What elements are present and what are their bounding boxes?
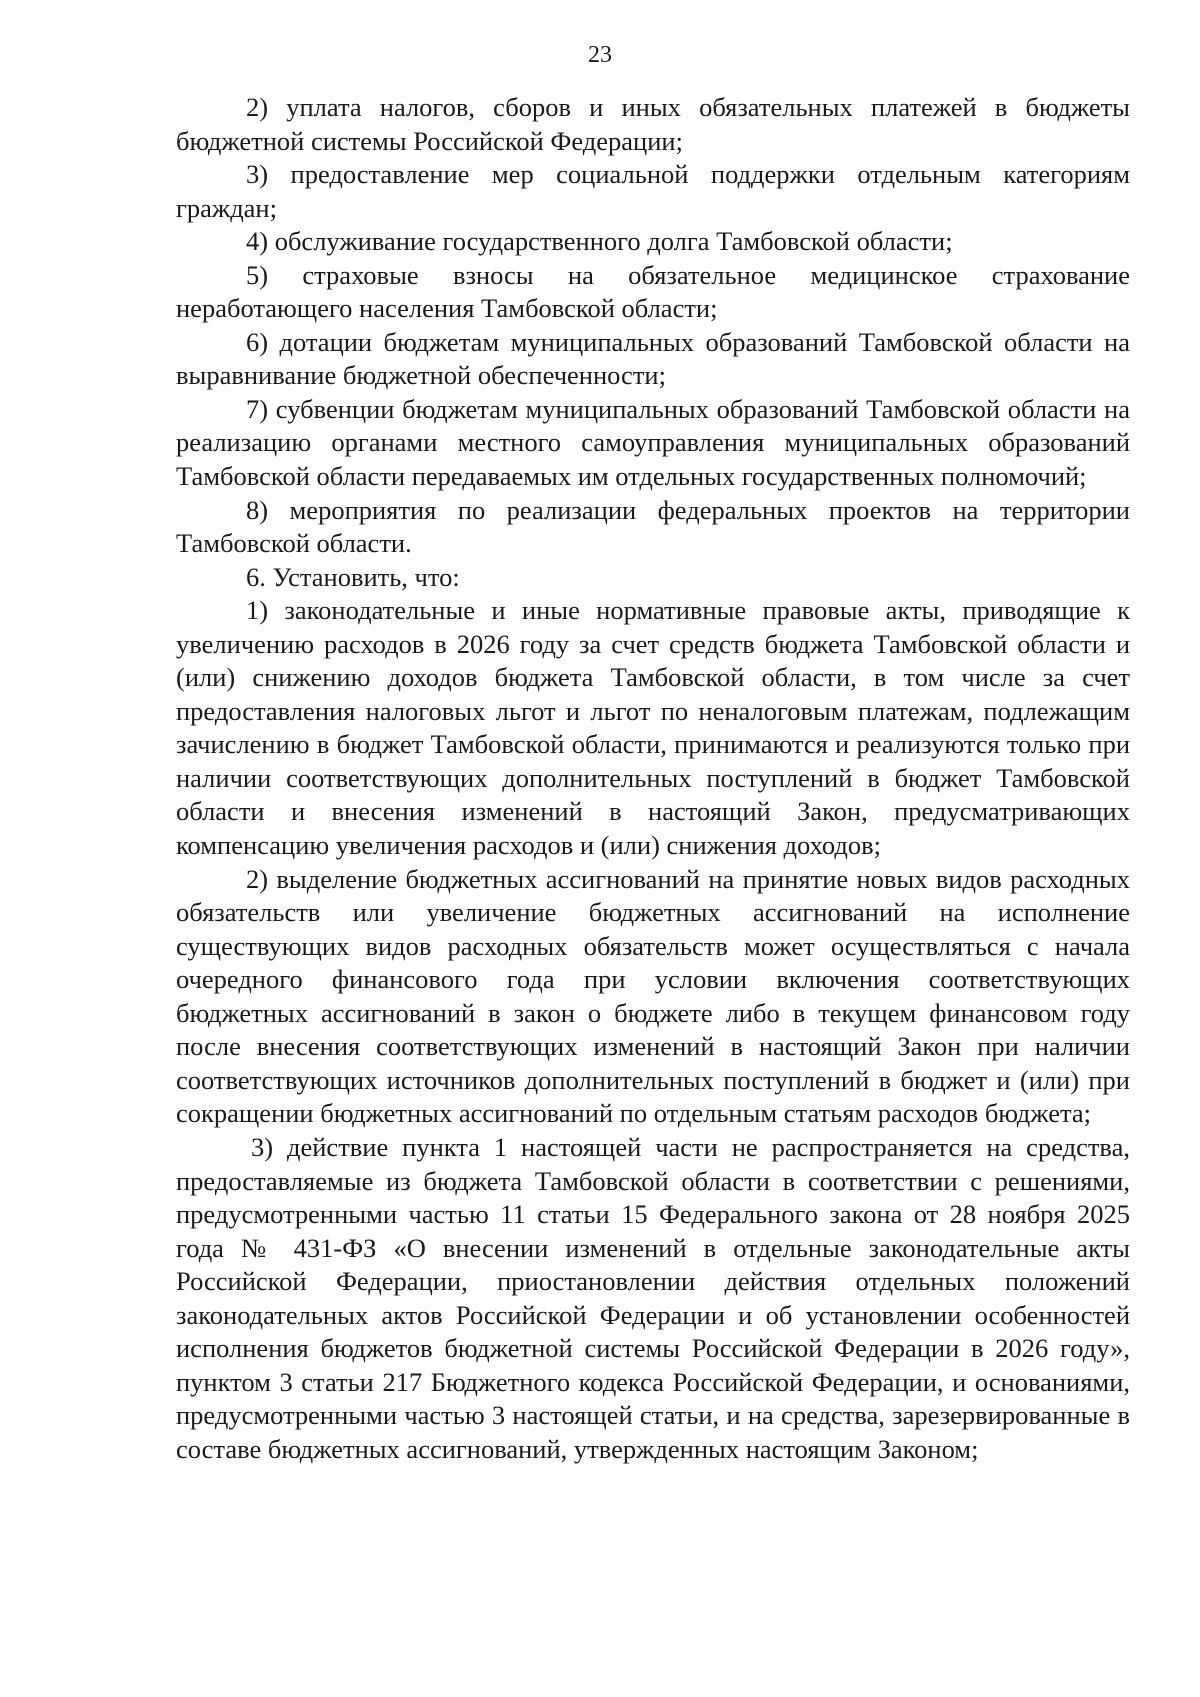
- section-6-heading: 6. Установить, что:: [246, 561, 460, 592]
- paragraph-item-3: 3) предоставление мер социальной поддержки отдельным категориям граждан;: [176, 159, 1130, 223]
- paragraph-item-6: 6) дотации бюджетам муниципальных образований Тамбовской области на выравнивание бюджетной обеспеченности;: [176, 326, 1130, 391]
- page-number: 23: [588, 42, 612, 68]
- section-6-item-3: 3) действие пункта 1 настоящей части не распространяется на средства, предоставляемые из бюджета Тамбовской области в соответствии с решениями, предусмотренными частью 11 статьи 15 Федерального закона от 28 ноября 2025 года № 431-ФЗ «О внесении изменений в отдельные законодательные акты Российской Федерации, приостановлении действия отдельных положений законодательных актов Российской Федерации и об установлении особенностей исполнения бюджетов бюджетной системы Российской Федерации в 2026 году», пунктом 3 статьи 217 Бюджетного кодекса Российской Федерации, и основаниями, предусмотренными частью 3 настоящей статьи, и на средства, зарезервированные в составе бюджетных ассигнований, утвержденных настоящим Законом;: [176, 1131, 1130, 1464]
- paragraph-item-8: 8) мероприятия по реализации федеральных проектов на территории Тамбовской области.: [176, 494, 1130, 559]
- paragraph-item-7: 7) субвенции бюджетам муниципальных образований Тамбовской области на реализацию органами местного самоуправления муниципальных образований Тамбовской области передаваемых им отдельных государственных полномочий;: [176, 393, 1130, 492]
- paragraph-item-5: 5) страховые взносы на обязательное медицинское страхование неработающего населения Тамбовской области;: [176, 259, 1130, 324]
- paragraph-item-4: 4) обслуживание государственного долга Тамбовской области;: [246, 226, 953, 257]
- section-6-item-1: 1) законодательные и иные нормативные правовые акты, приводящие к увеличению расходов в 2026 году за счет средств бюджета Тамбовской области и (или) снижению доходов бюджета Тамбовской области, в том числе за счет предоставления налоговых льгот и льгот по неналоговым платежам, подлежащим зачислению в бюджет Тамбовской области, принимаются и реализуются только при наличии соответствующих дополнительных поступлений в бюджет Тамбовской области и внесения изменений в настоящий Закон, предусматривающих компенсацию увеличения расходов и (или) снижения доходов;: [176, 595, 1130, 861]
- section-6-item-2: 2) выделение бюджетных ассигнований на принятие новых видов расходных обязательств или увеличение бюджетных ассигнований на исполнение существующих видов расходных обязательств может осуществляться с начала очередного финансового года при условии включения соответствующих бюджетных ассигнований в закон о бюджете либо в текущем финансовом году после внесения соответствующих изменений в настоящий Закон при наличии соответствующих источников дополнительных поступлений в бюджет и (или) при сокращении бюджетных ассигнований по отдельным статьям расходов бюджета;: [176, 863, 1130, 1129]
- document-body: [176, 91, 1130, 1466]
- paragraph-item-2: 2) уплата налогов, сборов и иных обязательных платежей в бюджеты бюджетной системы Российской Федерации;: [176, 92, 1130, 156]
